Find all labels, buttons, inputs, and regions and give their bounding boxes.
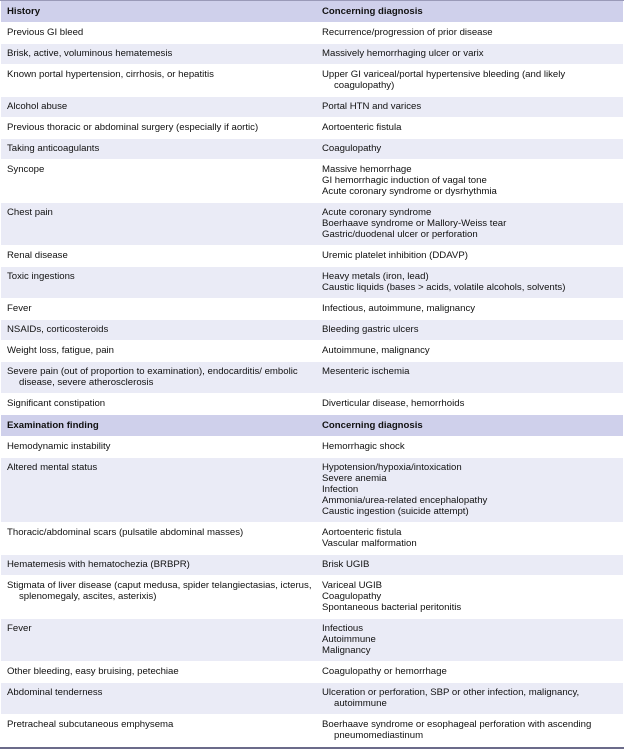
finding-cell (1, 555, 316, 576)
finding-cell (1, 65, 316, 97)
finding-cell (1, 619, 316, 662)
finding-cell (1, 44, 316, 65)
diagnosis-text: Uremic platelet inhibition (DDAVP) (322, 250, 468, 261)
finding-text: NSAIDs, corticosteroids (7, 324, 109, 335)
diagnosis-text: Portal HTN and varices (322, 101, 422, 112)
diagnosis-text: GI hemorrhagic induction of vagal tone (322, 175, 487, 186)
table-body (1, 1, 623, 747)
finding-cell (1, 523, 316, 555)
diagnosis-text: Malignancy (322, 645, 371, 656)
diagnosis-text: Coagulopathy (322, 591, 382, 602)
finding-cell (1, 362, 316, 394)
diagnosis-text: Severe anemia (322, 473, 387, 484)
finding-text: Syncope (7, 164, 45, 175)
finding-cell (1, 246, 316, 267)
finding-cell (1, 341, 316, 362)
diagnosis-text: Coagulopathy or hemorrhage (322, 666, 447, 677)
table-row (1, 65, 623, 97)
table-row (1, 246, 623, 267)
finding-cell (1, 576, 316, 619)
table-row (1, 299, 623, 320)
finding-text: Thoracic/abdominal scars (pulsatile abdominal masses) (7, 527, 244, 538)
finding-text: Severe pain (out of proportion to examination), endocarditis/ embolic disease, severe atherosclerosis (7, 366, 298, 388)
diagnosis-text: Infectious, autoimmune, malignancy (322, 303, 476, 314)
table-row (1, 458, 623, 523)
diagnosis-text: Hypotension/hypoxia/intoxication (322, 462, 462, 473)
table-row (1, 715, 623, 747)
diagnosis-text: Autoimmune (322, 634, 376, 645)
diagnosis-text: Boerhaave syndrome or Mallory-Weiss tear (322, 218, 507, 229)
finding-text: Toxic ingestions (7, 271, 75, 282)
table-row (1, 341, 623, 362)
finding-cell (1, 203, 316, 246)
table-row (1, 160, 623, 203)
diagnosis-cell (316, 523, 623, 555)
finding-text: Taking anticoagulants (7, 143, 100, 154)
finding-cell (1, 299, 316, 320)
finding-cell (1, 23, 316, 44)
diagnosis-table (1, 1, 623, 747)
diagnosis-text: Autoimmune, malignancy (322, 345, 430, 356)
finding-text: Abdominal tenderness (7, 687, 103, 698)
diagnosis-text: Spontaneous bacterial peritonitis (322, 602, 462, 613)
table-row (1, 203, 623, 246)
diagnosis-cell (316, 44, 623, 65)
finding-text: Hematemesis with hematochezia (BRBPR) (7, 559, 190, 570)
diagnosis-cell (316, 139, 623, 160)
table-row (1, 362, 623, 394)
diagnosis-text: Gastric/duodenal ulcer or perforation (322, 229, 478, 240)
column-header-diagnosis: Concerning diagnosis (316, 1, 623, 23)
diagnosis-text: Heavy metals (iron, lead) (322, 271, 429, 282)
finding-text: Altered mental status (7, 462, 98, 473)
diagnosis-cell (316, 160, 623, 203)
diagnosis-text: Acute coronary syndrome (322, 207, 432, 218)
finding-text: Significant constipation (7, 398, 106, 409)
diagnosis-cell (316, 23, 623, 44)
finding-text: Brisk, active, voluminous hematemesis (7, 48, 173, 59)
diagnosis-cell (316, 555, 623, 576)
diagnosis-cell (316, 97, 623, 118)
finding-text: Other bleeding, easy bruising, petechiae (7, 666, 179, 677)
diagnosis-text: Infectious (322, 623, 364, 634)
finding-cell (1, 97, 316, 118)
table-row (1, 394, 623, 415)
diagnosis-cell (316, 65, 623, 97)
finding-text: Previous thoracic or abdominal surgery (especially if aortic) (7, 122, 259, 133)
finding-text: Chest pain (7, 207, 53, 218)
finding-cell (1, 160, 316, 203)
table-row (1, 555, 623, 576)
finding-cell (1, 118, 316, 139)
diagnosis-cell (316, 320, 623, 341)
diagnosis-cell (316, 203, 623, 246)
diagnosis-text: Aortoenteric fistula (322, 122, 402, 133)
diagnosis-cell (316, 362, 623, 394)
diagnosis-text: Aortoenteric fistula (322, 527, 402, 538)
diagnosis-cell (316, 394, 623, 415)
table-row (1, 118, 623, 139)
column-header-finding: History (1, 1, 316, 23)
table-row (1, 576, 623, 619)
finding-cell (1, 139, 316, 160)
diagnosis-text: Diverticular disease, hemorrhoids (322, 398, 465, 409)
table-row (1, 523, 623, 555)
finding-text: Fever (7, 623, 32, 634)
finding-cell (1, 715, 316, 747)
diagnosis-text: Massively hemorrhaging ulcer or varix (322, 48, 484, 59)
diagnosis-text: Upper GI variceal/portal hypertensive bleeding (and likely coagulopathy) (322, 69, 566, 91)
finding-cell (1, 437, 316, 458)
finding-text: Previous GI bleed (7, 27, 84, 38)
diagnosis-text: Hemorrhagic shock (322, 441, 405, 452)
diagnosis-cell (316, 267, 623, 299)
table-row (1, 437, 623, 458)
diagnosis-cell (316, 662, 623, 683)
diagnosis-text: Mesenteric ischemia (322, 366, 410, 377)
diagnosis-cell (316, 118, 623, 139)
finding-cell (1, 458, 316, 523)
finding-cell (1, 662, 316, 683)
finding-text: Stigmata of liver disease (caput medusa, spider telangiectasias, icterus, splenomegaly, ascites, asterixis) (7, 580, 312, 602)
finding-cell (1, 267, 316, 299)
table-row (1, 23, 623, 44)
finding-cell (1, 683, 316, 715)
diagnosis-text: Vascular malformation (322, 538, 417, 549)
finding-text: Pretracheal subcutaneous emphysema (7, 719, 174, 730)
diagnosis-text: Coagulopathy (322, 143, 382, 154)
diagnosis-cell (316, 437, 623, 458)
history-header-row (1, 1, 623, 23)
diagnosis-cell (316, 619, 623, 662)
diagnosis-text: Recurrence/progression of prior disease (322, 27, 493, 38)
column-header-diagnosis: Concerning diagnosis (316, 415, 623, 437)
diagnosis-text: Caustic liquids (bases > acids, volatile alcohols, solvents) (322, 282, 566, 293)
diagnosis-text: Ulceration or perforation, SBP or other infection, malignancy, autoimmune (322, 687, 580, 709)
finding-text: Hemodynamic instability (7, 441, 111, 452)
finding-text: Weight loss, fatigue, pain (7, 345, 115, 356)
table-row (1, 97, 623, 118)
finding-text: Alcohol abuse (7, 101, 68, 112)
diagnosis-text: Brisk UGIB (322, 559, 370, 570)
diagnosis-text: Boerhaave syndrome or esophageal perforation with ascending pneumomediastinum (322, 719, 592, 741)
diagnosis-cell (316, 683, 623, 715)
diagnosis-text: Massive hemorrhage (322, 164, 412, 175)
finding-cell (1, 320, 316, 341)
table-row (1, 662, 623, 683)
diagnosis-text: Acute coronary syndrome or dysrhythmia (322, 186, 497, 197)
diagnosis-text: Bleeding gastric ulcers (322, 324, 419, 335)
diagnosis-text: Ammonia/urea-related encephalopathy (322, 495, 488, 506)
examination-header-row (1, 415, 623, 437)
diagnosis-cell (316, 341, 623, 362)
finding-text: Fever (7, 303, 32, 314)
diagnosis-cell (316, 246, 623, 267)
table-row (1, 683, 623, 715)
diagnosis-cell (316, 576, 623, 619)
finding-cell (1, 394, 316, 415)
column-header-finding: Examination finding (1, 415, 316, 437)
diagnosis-text: Variceal UGIB (322, 580, 383, 591)
finding-text: Known portal hypertension, cirrhosis, or hepatitis (7, 69, 214, 80)
diagnosis-cell (316, 715, 623, 747)
table-row (1, 44, 623, 65)
diagnosis-text: Infection (322, 484, 359, 495)
diagnosis-cell (316, 458, 623, 523)
table-row (1, 619, 623, 662)
table-row (1, 320, 623, 341)
diagnosis-cell (316, 299, 623, 320)
table-row (1, 267, 623, 299)
diagnosis-text: Caustic ingestion (suicide attempt) (322, 506, 469, 517)
table-row (1, 139, 623, 160)
finding-text: Renal disease (7, 250, 68, 261)
